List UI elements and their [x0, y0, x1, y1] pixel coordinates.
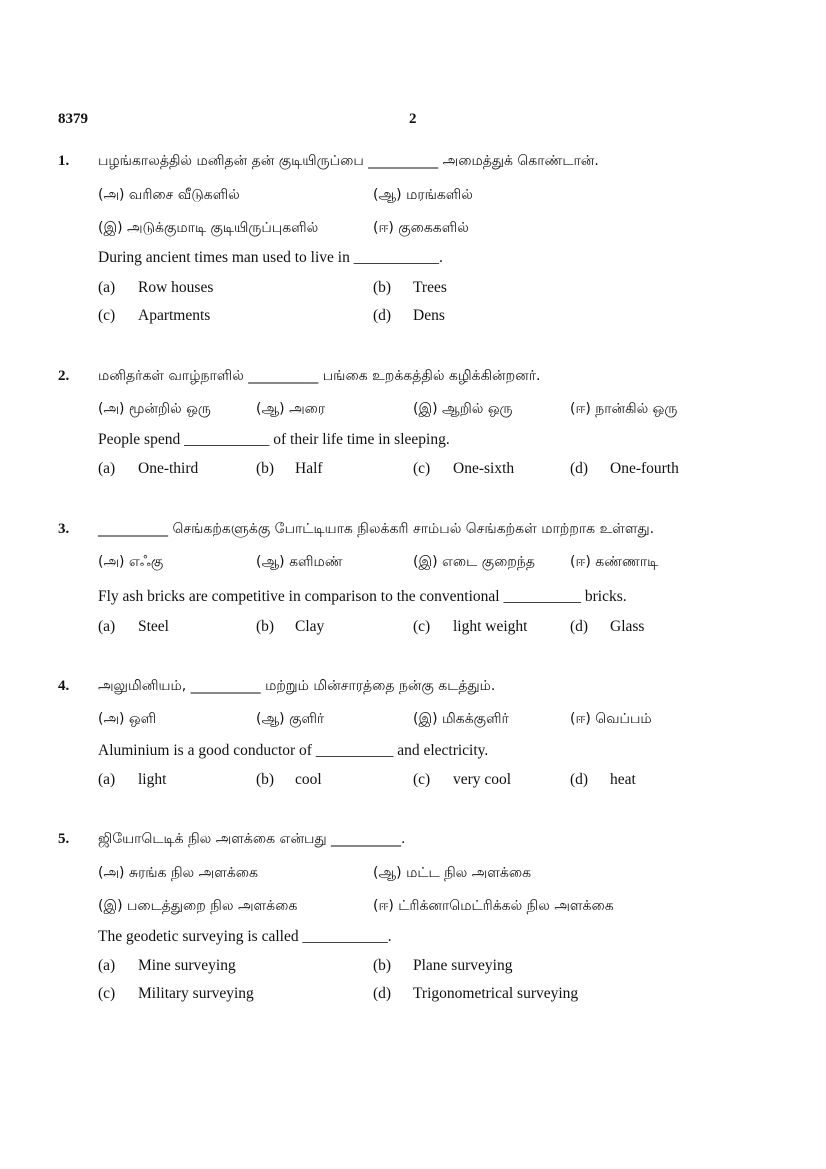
option-text: Mine surveying	[138, 957, 236, 974]
english-question: Fly ash bricks are competitive in comparison to the conventional __________ bricks.	[98, 588, 627, 605]
option-letter: (a)	[98, 279, 116, 296]
question-number: 5.	[58, 831, 70, 847]
tamil-option: (அ) ஒளி	[98, 711, 157, 727]
option-letter: (c)	[98, 985, 116, 1002]
option-text: Half	[295, 460, 323, 477]
option-letter: (d)	[373, 307, 392, 324]
tamil-option: (அ) சுரங்க நில அளக்கை	[98, 865, 258, 881]
english-question: The geodetic surveying is called ___________.	[98, 928, 392, 945]
tamil-option: (ஈ) குகைகளில்	[373, 220, 469, 236]
option-text: One-third	[138, 460, 199, 477]
option-text: heat	[610, 771, 636, 788]
tamil-option: (ஆ) களிமண்	[256, 554, 343, 570]
tamil-option: (ஆ) அரை	[256, 401, 326, 417]
tamil-option: (ஈ) கண்ணாடி	[570, 554, 659, 570]
option-letter: (a)	[98, 771, 116, 788]
tamil-option: (இ) மிகக்குளிர்	[413, 711, 509, 727]
option-letter: (d)	[570, 618, 589, 635]
tamil-option: (ஆ) குளிர்	[256, 711, 325, 727]
option-text: cool	[295, 771, 322, 788]
tamil-option: (ஈ) வெப்பம்	[570, 711, 652, 727]
question-number: 3.	[58, 521, 70, 537]
page-number: 2	[409, 111, 417, 127]
option-letter: (b)	[373, 957, 392, 974]
tamil-option: (அ) மூன்றில் ஒரு	[98, 401, 211, 417]
option-text: very cool	[453, 771, 512, 788]
option-letter: (a)	[98, 460, 116, 477]
tamil-option: (ஈ) ட்ரிக்னாமெட்ரிக்கல் நில அளக்கை	[373, 898, 614, 914]
option-letter: (c)	[413, 618, 431, 635]
option-text: Trees	[413, 279, 447, 296]
question-number: 4.	[58, 678, 70, 694]
tamil-option: (அ) எஃகு	[98, 554, 164, 570]
option-text: Apartments	[138, 307, 211, 324]
option-text: Clay	[295, 618, 325, 635]
tamil-option: (இ) அடுக்குமாடி குடியிருப்புகளில்	[98, 220, 319, 236]
tamil-option: (இ) படைத்துறை நில அளக்கை	[98, 898, 298, 914]
option-text: Steel	[138, 618, 169, 635]
option-letter: (d)	[570, 460, 589, 477]
option-text: Dens	[413, 307, 445, 324]
tamil-question: ஜியோடெடிக் நில அளக்கை என்பது __________.	[98, 831, 406, 847]
option-text: One-fourth	[610, 460, 679, 477]
option-text: Row houses	[138, 279, 214, 296]
question-number: 1.	[58, 153, 70, 169]
option-text: Military surveying	[138, 985, 254, 1002]
english-question: During ancient times man used to live in ___________.	[98, 249, 443, 266]
tamil-option: (இ) ஆறில் ஒரு	[413, 401, 513, 417]
tamil-question: அலுமினியம், __________ மற்றும் மின்சாரத்தை நன்கு கடத்தும்.	[98, 678, 496, 694]
exam-code: 8379	[58, 111, 88, 127]
option-text: light weight	[453, 618, 528, 635]
tamil-question: பழங்காலத்தில் மனிதன் தன் குடியிருப்பை __________ அமைத்துக் கொண்டான்.	[98, 153, 599, 169]
tamil-option: (ஆ) மரங்களில்	[373, 187, 473, 203]
option-letter: (b)	[256, 771, 275, 788]
option-text: Plane surveying	[413, 957, 513, 974]
tamil-question: மனிதர்கள் வாழ்நாளில் __________ பங்கை உறக்கத்தில் கழிக்கின்றனர்.	[98, 368, 541, 384]
option-letter: (a)	[98, 618, 116, 635]
option-letter: (c)	[413, 771, 431, 788]
option-letter: (d)	[373, 985, 392, 1002]
option-letter: (b)	[256, 618, 275, 635]
tamil-option: (ஈ) நான்கில் ஒரு	[570, 401, 678, 417]
option-text: One-sixth	[453, 460, 515, 477]
option-text: Glass	[610, 618, 645, 635]
tamil-option: (அ) வரிசை வீடுகளில்	[98, 187, 240, 203]
option-letter: (d)	[570, 771, 589, 788]
tamil-option: (இ) எடை குறைந்த	[413, 554, 535, 570]
tamil-option: (ஆ) மட்ட நில அளக்கை	[373, 865, 532, 881]
option-letter: (c)	[413, 460, 431, 477]
english-question: People spend ___________ of their life time in sleeping.	[98, 431, 450, 448]
question-number: 2.	[58, 368, 70, 384]
english-question: Aluminium is a good conductor of __________ and electricity.	[98, 742, 489, 759]
option-letter: (a)	[98, 957, 116, 974]
option-letter: (b)	[373, 279, 392, 296]
option-text: light	[138, 771, 167, 788]
tamil-question: __________ செங்கற்களுக்கு போட்டியாக நிலக்கரி சாம்பல் செங்கற்கள் மாற்றாக உள்ளது.	[98, 521, 655, 537]
option-text: Trigonometrical surveying	[413, 985, 579, 1002]
option-letter: (c)	[98, 307, 116, 324]
option-letter: (b)	[256, 460, 275, 477]
